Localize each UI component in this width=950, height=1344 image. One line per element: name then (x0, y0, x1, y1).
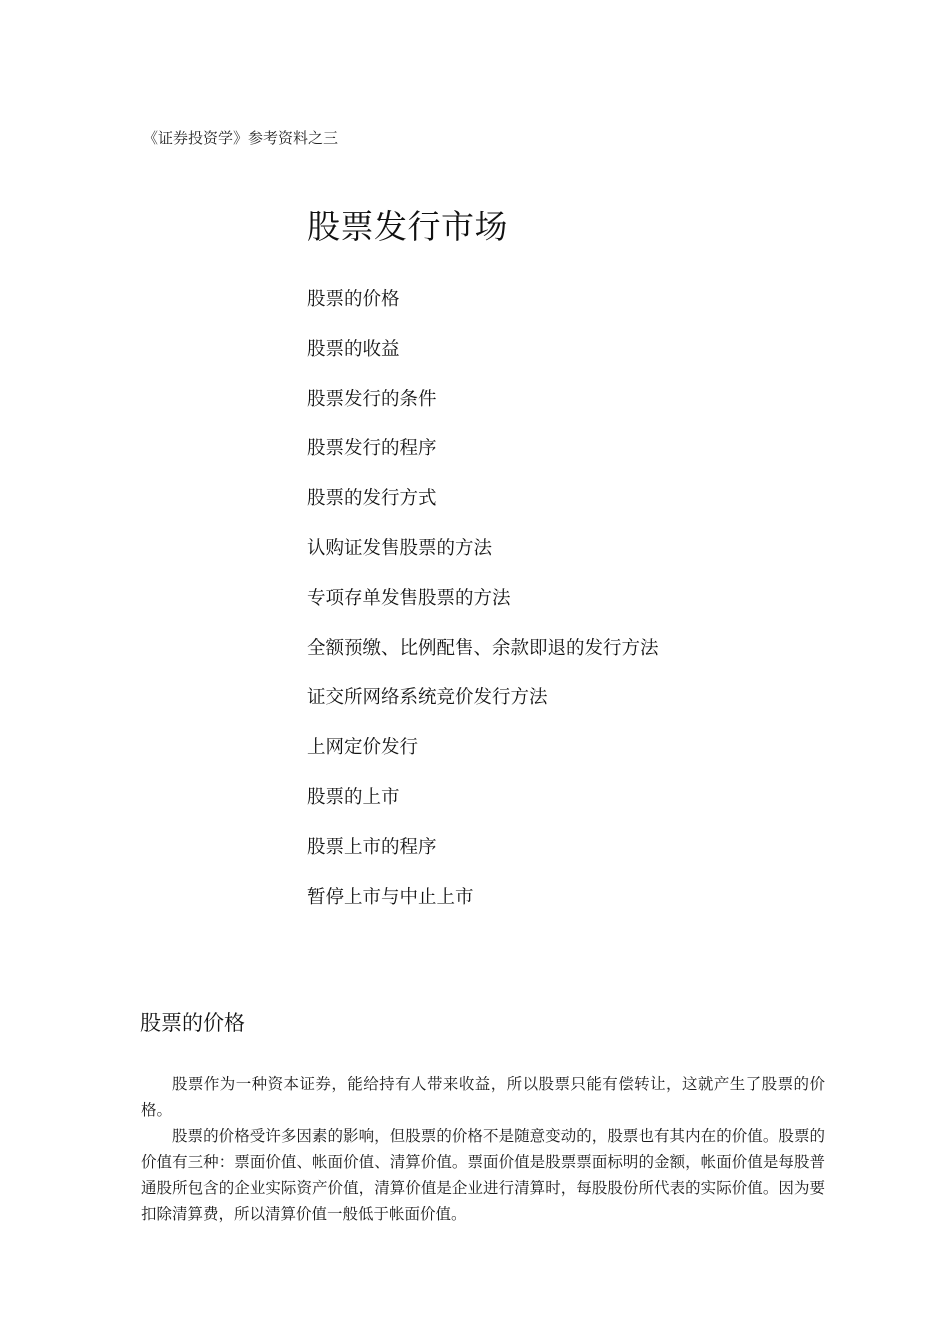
toc-item[interactable] (307, 885, 659, 935)
body-paragraph: 股票的价格受许多因素的影响，但股票的价格不是随意变动的，股票也有其内在的价值。股票的价值有三种：票面价值、帐面价值、清算价值。票面价值是股票票面标明的金额，帐面价值是每股普通股所包含的企业实际资产价值，清算价值是企业进行清算时，每股股份所代表的实际价值。因为要扣除清算费，所以清算价值一般低于帐面价值。 (141, 1127, 825, 1223)
body-paragraph: 股票作为一种资本证券，能给持有人带来收益，所以股票只能有偿转让，这就产生了股票的价格。 (141, 1075, 825, 1119)
toc-item[interactable] (307, 486, 659, 536)
toc-item-label[interactable]: 股票发行的条件 (307, 388, 437, 410)
toc-item[interactable] (307, 536, 659, 586)
header-note: 《证券投资学》参考资料之三 (143, 129, 339, 147)
toc-item[interactable] (307, 636, 659, 686)
document-title: 股票发行市场 (307, 207, 508, 246)
toc-item[interactable] (307, 835, 659, 885)
toc-item-label[interactable]: 股票的收益 (307, 338, 400, 360)
toc-item-label[interactable]: 股票的发行方式 (307, 488, 437, 510)
toc-item-label[interactable]: 认购证发售股票的方法 (307, 537, 493, 559)
toc-item-label[interactable]: 股票的上市 (307, 786, 400, 808)
toc-item-label[interactable]: 上网定价发行 (307, 737, 419, 759)
section-heading: 股票的价格 (140, 1011, 245, 1035)
toc-item-label[interactable]: 股票上市的程序 (307, 836, 437, 858)
table-of-contents (307, 287, 659, 934)
toc-item[interactable] (307, 387, 659, 437)
toc-item-label[interactable]: 专项存单发售股票的方法 (307, 587, 511, 609)
section-body (141, 1071, 825, 1227)
toc-item[interactable] (307, 785, 659, 835)
toc-item-label[interactable]: 股票发行的程序 (307, 438, 437, 460)
toc-item-label[interactable]: 暂停上市与中止上市 (307, 886, 474, 908)
toc-item[interactable] (307, 436, 659, 486)
toc-item-label[interactable]: 全额预缴、比例配售、余款即退的发行方法 (307, 637, 659, 659)
toc-item[interactable] (307, 735, 659, 785)
toc-item[interactable] (307, 287, 659, 337)
toc-item[interactable] (307, 685, 659, 735)
toc-item[interactable] (307, 337, 659, 387)
toc-item[interactable] (307, 586, 659, 636)
toc-item-label[interactable]: 股票的价格 (307, 289, 400, 310)
toc-item-label[interactable]: 证交所网络系统竞价发行方法 (307, 687, 548, 709)
